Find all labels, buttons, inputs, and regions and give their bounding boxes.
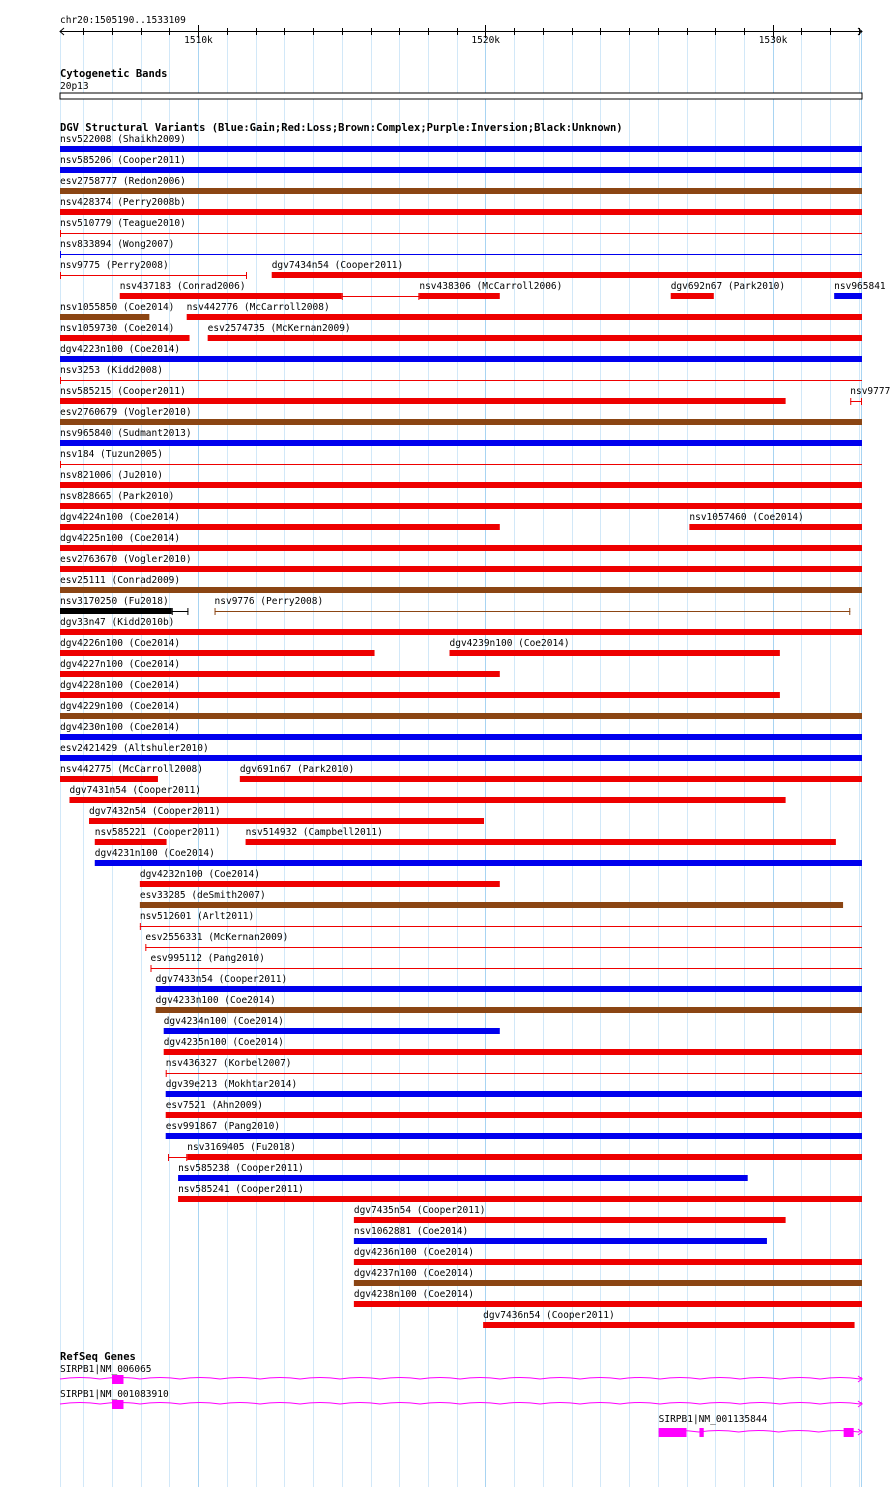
variant-label[interactable]: dgv4226n100 (Coe2014) bbox=[60, 638, 181, 649]
variant-bar[interactable] bbox=[60, 398, 786, 404]
variant-label[interactable]: nsv9776 (Perry2008) bbox=[214, 596, 324, 607]
variant-bar[interactable] bbox=[95, 839, 167, 845]
variant-label[interactable]: nsv965841 bbox=[834, 281, 886, 292]
variant-label[interactable]: esv2556331 (McKernan2009) bbox=[145, 932, 289, 943]
variant-bar[interactable] bbox=[60, 356, 862, 362]
variant-bar[interactable] bbox=[60, 587, 862, 593]
variant-bar[interactable] bbox=[354, 1217, 786, 1223]
variant-label[interactable]: nsv1062881 (Coe2014) bbox=[353, 1226, 469, 1237]
variant-bar[interactable] bbox=[246, 839, 836, 845]
variant-bar[interactable] bbox=[483, 1322, 854, 1328]
ruler-tick-label: 1520k bbox=[471, 35, 501, 46]
variant-label[interactable]: nsv585241 (Cooper2011) bbox=[178, 1184, 304, 1195]
cytoband-bar bbox=[60, 93, 862, 99]
variant-bar[interactable] bbox=[60, 545, 862, 551]
variant-label[interactable]: dgv4238n100 (Coe2014) bbox=[353, 1289, 474, 1300]
variant-label[interactable]: nsv585238 (Cooper2011) bbox=[178, 1163, 304, 1174]
variant-label[interactable]: nsv442775 (McCarroll2008) bbox=[60, 764, 203, 775]
variant-label[interactable]: nsv3253 (Kidd2008) bbox=[60, 365, 163, 376]
variant-label[interactable]: dgv33n47 (Kidd2010b) bbox=[60, 617, 175, 628]
gene-exon[interactable] bbox=[659, 1428, 687, 1437]
variant-label[interactable]: nsv1055850 (Coe2014) bbox=[60, 302, 175, 313]
variant-label[interactable]: esv33285 (deSmith2007) bbox=[139, 890, 266, 901]
variant-label[interactable]: dgv4232n100 (Coe2014) bbox=[139, 869, 260, 880]
variant-label[interactable]: esv7521 (Ahn2009) bbox=[165, 1100, 263, 1111]
variant-label[interactable]: nsv522008 (Shaikh2009) bbox=[60, 134, 186, 145]
variant-label[interactable]: dgv4231n100 (Coe2014) bbox=[94, 848, 215, 859]
variant-bar[interactable] bbox=[164, 1049, 862, 1055]
variant-bar[interactable] bbox=[60, 188, 862, 194]
variant-label[interactable]: nsv828665 (Park2010) bbox=[60, 491, 175, 502]
coordinate-ruler bbox=[60, 25, 862, 38]
variant-bar[interactable] bbox=[60, 608, 172, 614]
variant-label[interactable]: dgv4239n100 (Coe2014) bbox=[449, 638, 570, 649]
cytoband-label: 20p13 bbox=[60, 81, 89, 92]
variant-bar[interactable] bbox=[419, 293, 499, 299]
variant-label[interactable]: nsv438306 (McCarroll2006) bbox=[419, 281, 563, 292]
variant-bar[interactable] bbox=[166, 1091, 862, 1097]
variant-bar[interactable] bbox=[60, 713, 862, 719]
variant-label[interactable]: dgv692n67 (Park2010) bbox=[670, 281, 786, 292]
dgv-track-title: DGV Structural Variants (Blue:Gain;Red:Loss;Brown:Complex;Purple:Inversion;Black:Unknown) bbox=[60, 122, 623, 134]
variant-label[interactable]: esv2758777 (Redon2006) bbox=[60, 176, 186, 187]
variant-bar[interactable] bbox=[187, 1154, 862, 1160]
variant-bar[interactable] bbox=[120, 293, 342, 299]
variant-bar[interactable] bbox=[60, 167, 862, 173]
variant-bar[interactable] bbox=[140, 902, 843, 908]
gene-intron-line bbox=[60, 1403, 862, 1405]
variant-bar[interactable] bbox=[166, 1112, 862, 1118]
gene-exon[interactable] bbox=[112, 1375, 123, 1384]
variant-label[interactable]: esv2760679 (Vogler2010) bbox=[60, 407, 192, 418]
variant-label[interactable]: nsv3170250 (Fu2018) bbox=[60, 596, 169, 607]
variant-bar[interactable] bbox=[834, 293, 862, 299]
variant-label[interactable]: dgv4233n100 (Coe2014) bbox=[155, 995, 276, 1006]
variant-bar[interactable] bbox=[689, 524, 862, 530]
variant-label[interactable]: nsv436327 (Korbel2007) bbox=[165, 1058, 292, 1069]
variant-label[interactable]: dgv4230n100 (Coe2014) bbox=[60, 722, 181, 733]
variant-bar[interactable] bbox=[140, 881, 500, 887]
variant-bar[interactable] bbox=[60, 440, 862, 446]
variant-label[interactable]: dgv4234n100 (Coe2014) bbox=[163, 1016, 284, 1027]
variant-bar[interactable] bbox=[208, 335, 862, 341]
variant-label[interactable]: nsv428374 (Perry2008b) bbox=[60, 197, 186, 208]
variant-bar[interactable] bbox=[178, 1175, 748, 1181]
variant-bar[interactable] bbox=[60, 209, 862, 215]
variant-label[interactable]: dgv7433n54 (Cooper2011) bbox=[155, 974, 288, 985]
variant-label[interactable]: dgv4235n100 (Coe2014) bbox=[163, 1037, 284, 1048]
variant-label[interactable]: dgv4237n100 (Coe2014) bbox=[353, 1268, 474, 1279]
variant-label[interactable]: nsv585206 (Cooper2011) bbox=[60, 155, 186, 166]
variant-bar[interactable] bbox=[60, 482, 862, 488]
ruler-tick-label: 1530k bbox=[758, 35, 788, 46]
variant-label[interactable]: dgv4225n100 (Coe2014) bbox=[60, 533, 181, 544]
variant-bar[interactable] bbox=[272, 272, 862, 278]
gene-exon[interactable] bbox=[844, 1428, 854, 1437]
variant-label[interactable]: dgv691n67 (Park2010) bbox=[239, 764, 355, 775]
variant-label[interactable]: dgv7435n54 (Cooper2011) bbox=[353, 1205, 486, 1216]
variant-bar[interactable] bbox=[60, 629, 862, 635]
variant-bar[interactable] bbox=[60, 314, 149, 320]
variant-label[interactable]: esv2574735 (McKernan2009) bbox=[207, 323, 351, 334]
variant-label[interactable]: dgv7434n54 (Cooper2011) bbox=[271, 260, 404, 271]
variant-label[interactable]: nsv514932 (Campbell2011) bbox=[245, 827, 383, 838]
variant-label[interactable]: dgv4227n100 (Coe2014) bbox=[60, 659, 181, 670]
cytoband-track-title: Cytogenetic Bands bbox=[60, 68, 168, 80]
variant-label[interactable]: dgv4236n100 (Coe2014) bbox=[353, 1247, 474, 1258]
variant-bar[interactable] bbox=[354, 1280, 862, 1286]
variant-label[interactable]: nsv1059730 (Coe2014) bbox=[60, 323, 175, 334]
variant-bar[interactable] bbox=[95, 860, 862, 866]
variant-bar[interactable] bbox=[354, 1238, 767, 1244]
variant-bar[interactable] bbox=[671, 293, 714, 299]
variant-bar[interactable] bbox=[354, 1259, 862, 1265]
variant-label[interactable]: dgv4224n100 (Coe2014) bbox=[60, 512, 181, 523]
variant-bar[interactable] bbox=[60, 734, 862, 740]
variant-label[interactable]: esv991867 (Pang2010) bbox=[165, 1121, 281, 1132]
variant-bar[interactable] bbox=[60, 146, 862, 152]
variant-bar[interactable] bbox=[156, 1007, 862, 1013]
variant-bar[interactable] bbox=[60, 776, 158, 782]
range-label: chr20:1505190..1533109 bbox=[60, 15, 186, 26]
variant-bar[interactable] bbox=[354, 1301, 862, 1307]
variant-label[interactable]: nsv833894 (Wong2007) bbox=[60, 239, 175, 250]
variant-label[interactable]: esv2763670 (Vogler2010) bbox=[60, 554, 192, 565]
variant-label[interactable]: nsv437183 (Conrad2006) bbox=[119, 281, 246, 292]
variant-bar[interactable] bbox=[60, 650, 375, 656]
variant-label[interactable]: esv2421429 (Altshuler2010) bbox=[60, 743, 209, 754]
variant-label[interactable]: nsv3169405 (Fu2018) bbox=[187, 1142, 296, 1153]
variant-label[interactable]: dgv39e213 (Mokhtar2014) bbox=[165, 1079, 298, 1090]
variant-bar[interactable] bbox=[166, 1133, 862, 1139]
gene-label[interactable]: SIRPB1|NM_001135844 bbox=[658, 1414, 768, 1425]
variant-label[interactable]: nsv184 (Tuzun2005) bbox=[60, 449, 163, 460]
refseq-track-title: RefSeq Genes bbox=[60, 1351, 136, 1363]
variant-label[interactable]: nsv1057460 (Coe2014) bbox=[689, 512, 804, 523]
variant-bar[interactable] bbox=[240, 776, 862, 782]
cytoband-track bbox=[60, 93, 862, 99]
variant-label[interactable]: dgv4228n100 (Coe2014) bbox=[60, 680, 181, 691]
ruler-tick-label: 1510k bbox=[184, 35, 213, 46]
gene-label[interactable]: SIRPB1|NM_001083910 bbox=[60, 1389, 169, 1400]
variant-bar[interactable] bbox=[60, 335, 190, 341]
variant-bar[interactable] bbox=[450, 650, 780, 656]
dgv-variants-track[interactable] bbox=[60, 146, 862, 1328]
variant-bar[interactable] bbox=[178, 1196, 862, 1202]
variant-label[interactable]: nsv821006 (Ju2010) bbox=[60, 470, 163, 481]
variant-bar[interactable] bbox=[60, 692, 780, 698]
variant-bar[interactable] bbox=[60, 671, 500, 677]
variant-label[interactable]: nsv510779 (Teague2010) bbox=[60, 218, 186, 229]
variant-label[interactable]: nsv512601 (Arlt2011) bbox=[139, 911, 255, 922]
variant-label[interactable]: nsv442776 (McCarroll2008) bbox=[186, 302, 330, 313]
gene-intron-line bbox=[60, 1378, 862, 1380]
gene-exon[interactable] bbox=[112, 1400, 123, 1409]
variant-label[interactable]: nsv9775 (Perry2008) bbox=[60, 260, 169, 271]
gene-intron-line bbox=[659, 1431, 862, 1433]
refseq-genes-track[interactable] bbox=[60, 1375, 862, 1437]
variant-label[interactable]: nsv9777 bbox=[850, 386, 890, 397]
variant-label[interactable]: dgv4223n100 (Coe2014) bbox=[60, 344, 181, 355]
variant-bar[interactable] bbox=[60, 419, 862, 425]
variant-bar[interactable] bbox=[60, 566, 862, 572]
variant-label[interactable]: nsv585221 (Cooper2011) bbox=[94, 827, 221, 838]
variant-bar[interactable] bbox=[60, 524, 500, 530]
variant-bar[interactable] bbox=[60, 503, 862, 509]
variant-label[interactable]: dgv7432n54 (Cooper2011) bbox=[89, 806, 221, 817]
variant-bar[interactable] bbox=[69, 797, 785, 803]
variant-label[interactable]: dgv7431n54 (Cooper2011) bbox=[69, 785, 202, 796]
gene-label[interactable]: SIRPB1|NM_006065 bbox=[60, 1364, 152, 1375]
variant-label[interactable]: nsv585215 (Cooper2011) bbox=[60, 386, 186, 397]
variant-label[interactable]: nsv965840 (Sudmant2013) bbox=[60, 428, 192, 439]
variant-bar[interactable] bbox=[89, 818, 484, 824]
variant-bar[interactable] bbox=[60, 755, 862, 761]
variant-label[interactable]: dgv7436n54 (Cooper2011) bbox=[483, 1310, 615, 1321]
variant-bar[interactable] bbox=[187, 314, 862, 320]
variant-label[interactable]: dgv4229n100 (Coe2014) bbox=[60, 701, 181, 712]
variant-bar[interactable] bbox=[164, 1028, 500, 1034]
variant-label[interactable]: esv995112 (Pang2010) bbox=[150, 953, 265, 964]
variant-label[interactable]: esv25111 (Conrad2009) bbox=[60, 575, 181, 586]
variant-bar[interactable] bbox=[156, 986, 862, 992]
gene-exon[interactable] bbox=[699, 1428, 703, 1437]
